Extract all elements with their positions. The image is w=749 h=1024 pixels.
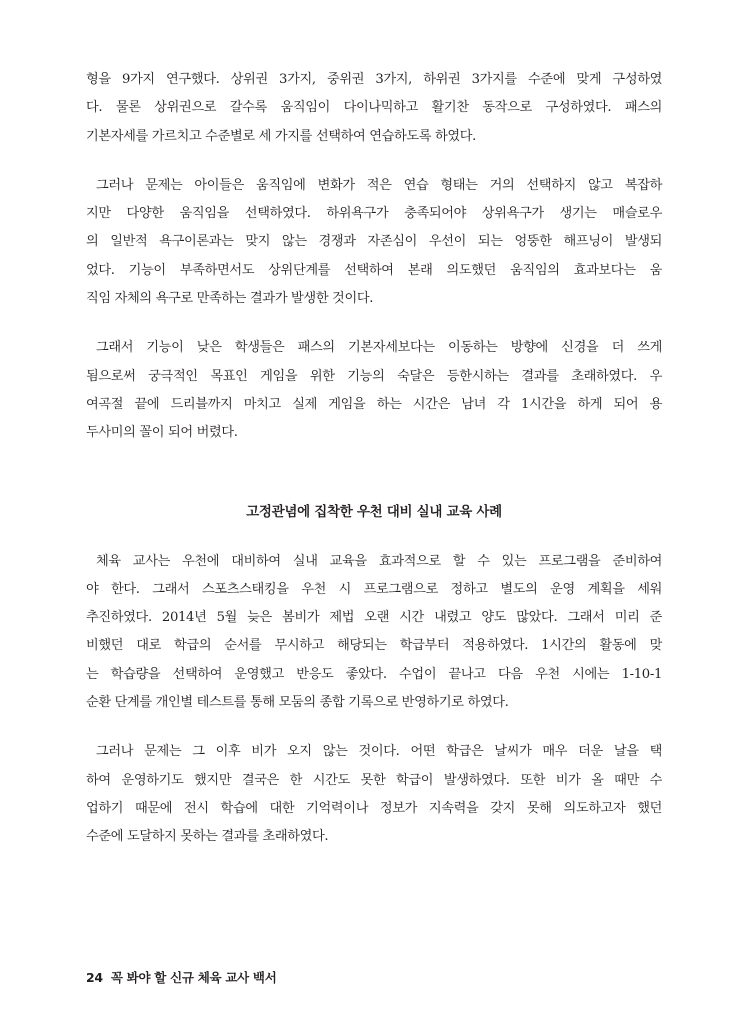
text-line: 비했던 대로 학급의 순서를 무시하고 해당되는 학급부터 적용하였다. 1시간의 활동에 맞 [86, 638, 662, 654]
paragraph-1 [86, 66, 662, 151]
book-title: 꼭 봐야 할 신규 체육 교사 백서 [110, 970, 277, 985]
text-line: 는 학습량을 선택하여 운영했고 반응도 좋았다. 수업이 끝나고 다음 우천 시에는 1-10-1 [86, 666, 662, 682]
page-footer [86, 968, 276, 986]
text-line: 하여 운영하기도 했지만 결국은 한 시간도 못한 학급이 발생하였다. 또한 비가 올 때만 수 [86, 772, 662, 788]
paragraph-4 [86, 548, 662, 718]
text-line: 두사미의 꼴이 되어 버렸다. [86, 425, 238, 441]
text-line: 순환 단계를 개인별 테스트를 통해 모둠의 종합 기록으로 반영하기로 하였다. [86, 695, 509, 711]
section-heading: 고정관념에 집착한 우천 대비 실내 교육 사례 [246, 503, 502, 520]
text-line: 지만 다양한 움직임을 선택하였다. 하위욕구가 충족되어야 상위욕구가 생기는 매슬로우 [86, 206, 662, 222]
text-line: 다. 물론 상위권으로 갈수록 움직임이 다이나믹하고 활기찬 동작으로 구성하였다. 패스의 [86, 100, 662, 116]
text-line: 기본자세를 가르치고 수준별로 세 가지를 선택하여 연습하도록 하였다. [86, 128, 477, 144]
text-line: 그러나 문제는 그 이후 비가 오지 않는 것이다. 어떤 학급은 날씨가 매우 더운 날을 택 [96, 744, 662, 760]
document-body [86, 66, 662, 852]
page-number: 24 [86, 970, 103, 985]
text-line: 여곡절 끝에 드리블까지 마치고 실제 게임을 하는 시간은 남녀 각 1시간을 하게 되어 용 [86, 396, 662, 412]
text-line: 업하기 때문에 전시 학습에 대한 기억력이나 정보가 지속력을 갖지 못해 의도하고자 했던 [86, 800, 662, 816]
paragraph-2 [86, 172, 662, 313]
text-line: 야 한다. 그래서 스포츠스태킹을 우천 시 프로그램으로 정하고 별도의 운영 계획을 세워 [86, 581, 662, 597]
text-line: 직임 자체의 욕구로 만족하는 결과가 발생한 것이다. [86, 291, 374, 307]
text-line: 추진하였다. 2014년 5월 늦은 봄비가 제법 오랜 시간 내렸고 양도 많았다. 그래서 미리 준 [86, 610, 662, 626]
text-line: 됨으로써 궁극적인 목표인 게임을 위한 기능의 숙달은 등한시하는 결과를 초래하였다. 우 [86, 368, 662, 384]
text-line: 의 일반적 욕구이론과는 맞지 않는 경쟁과 자존심이 우선이 되는 엉뚱한 해프닝이 발생되 [86, 234, 662, 250]
paragraph-3 [86, 334, 662, 447]
text-line: 형을 9가지 연구했다. 상위권 3가지, 중위권 3가지, 하위권 3가지를 수준에 맞게 구성하였 [86, 72, 662, 87]
text-line: 그러나 문제는 아이들은 움직임에 변화가 적은 연습 형태는 거의 선택하지 않고 복잡하 [96, 177, 662, 193]
text-line: 그래서 기능이 낮은 학생들은 패스의 기본자세보다는 이동하는 방향에 신경을 더 쓰게 [96, 340, 662, 356]
text-line: 체육 교사는 우천에 대비하여 실내 교육을 효과적으로 할 수 있는 프로그램을 준비하여 [96, 553, 662, 569]
paragraph-5 [86, 738, 662, 851]
text-line: 수준에 도달하지 못하는 결과를 초래하였다. [86, 829, 329, 845]
text-line: 었다. 기능이 부족하면서도 상위단계를 선택하여 본래 의도했던 움직임의 효과보다는 움 [86, 262, 662, 278]
